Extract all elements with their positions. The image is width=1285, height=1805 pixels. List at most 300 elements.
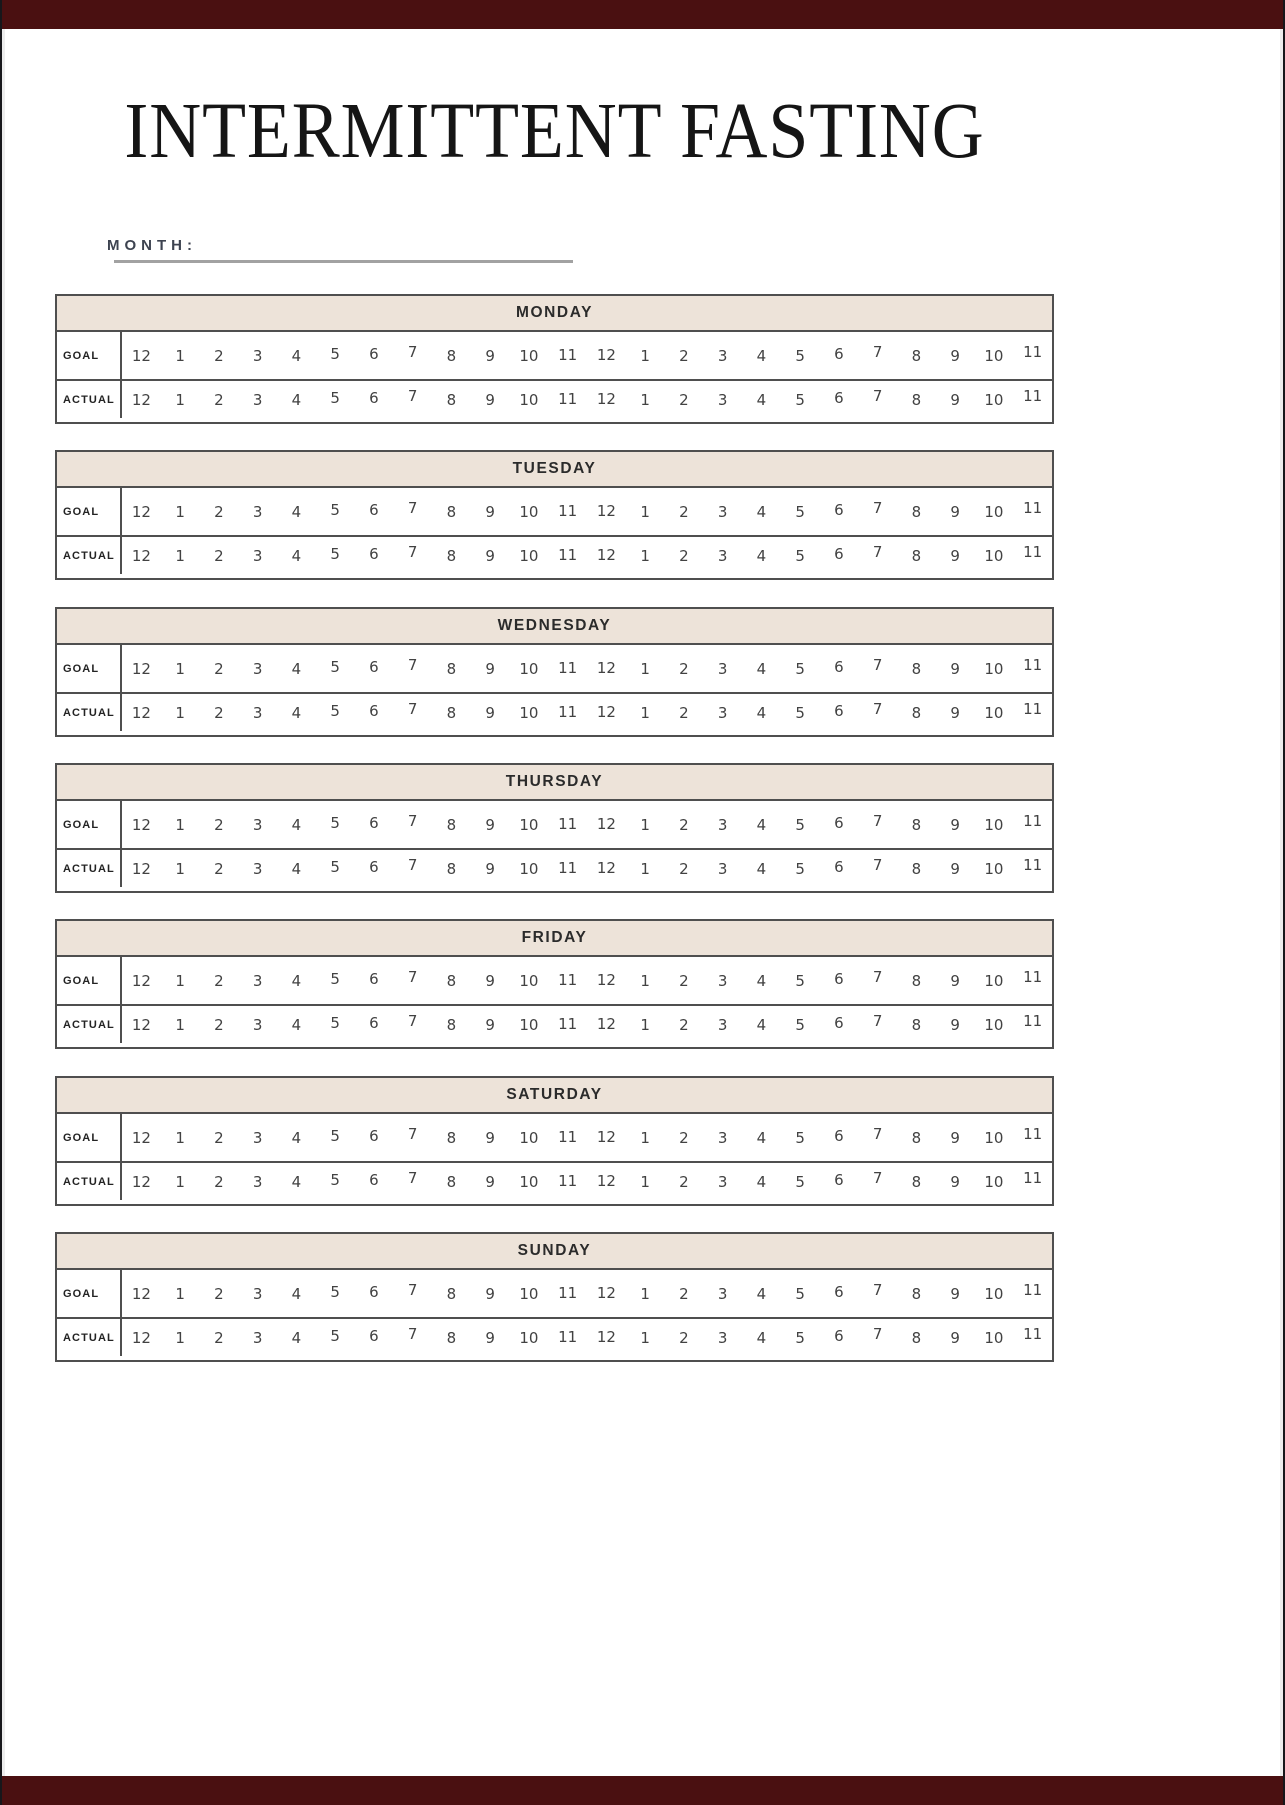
hour-cell: 9 xyxy=(950,815,960,834)
hours-strip xyxy=(122,1011,1052,1034)
hour-cell: 5 xyxy=(330,969,340,988)
hour-cell: 4 xyxy=(756,1128,767,1147)
hour-cell: 12 xyxy=(596,970,616,989)
hour-cell: 11 xyxy=(1023,967,1043,986)
hour-cell: 9 xyxy=(485,815,495,834)
hour-cell: 7 xyxy=(872,1280,883,1299)
hour-cell: 9 xyxy=(950,546,960,565)
hour-cell: 2 xyxy=(214,859,224,878)
hour-cell: 2 xyxy=(679,546,689,565)
hour-cell: 2 xyxy=(679,815,689,834)
hour-cell: 12 xyxy=(596,389,616,408)
hour-cell: 1 xyxy=(175,390,185,409)
hours-strip xyxy=(122,1324,1052,1347)
hour-cell: 11 xyxy=(1023,655,1043,674)
goal-row-label: GOAL xyxy=(63,1131,100,1144)
hour-cell: 3 xyxy=(252,346,263,365)
hour-cell: 12 xyxy=(596,1127,616,1146)
hour-cell: 10 xyxy=(519,859,539,878)
hour-cell: 10 xyxy=(519,971,539,990)
hour-cell: 3 xyxy=(717,1172,728,1191)
actual-row-label: ACTUAL xyxy=(63,1018,115,1031)
hour-cell: 9 xyxy=(485,1172,495,1191)
hour-cell: 2 xyxy=(214,546,224,565)
hour-cell: 3 xyxy=(252,546,263,565)
hour-cell: 10 xyxy=(519,815,539,834)
hour-cell: 3 xyxy=(252,502,263,521)
hour-cell: 6 xyxy=(369,1013,379,1032)
hour-cell: 4 xyxy=(756,859,767,878)
hour-cell: 12 xyxy=(596,345,616,364)
hour-cell: 6 xyxy=(834,1126,844,1145)
hour-cell: 1 xyxy=(175,1172,185,1191)
hour-cell: 8 xyxy=(446,859,457,878)
hour-cell: 9 xyxy=(950,703,960,722)
hours-strip xyxy=(122,342,1052,365)
hour-cell: 3 xyxy=(252,1015,263,1034)
hour-cell: 10 xyxy=(519,1284,539,1303)
hour-cell: 3 xyxy=(252,1128,263,1147)
hour-cell: 12 xyxy=(131,971,151,990)
hour-cell: 2 xyxy=(214,1172,224,1191)
hour-cell: 11 xyxy=(558,1014,578,1033)
hour-cell: 4 xyxy=(756,815,767,834)
hour-cell: 5 xyxy=(795,1015,805,1034)
hour-cell: 9 xyxy=(485,1015,495,1034)
hour-cell: 6 xyxy=(834,544,844,563)
bottom-accent-bar xyxy=(0,1776,1285,1805)
hour-cell: 12 xyxy=(596,1283,616,1302)
row-label-cell xyxy=(57,1163,122,1200)
actual-row xyxy=(57,537,1052,574)
hour-cell: 1 xyxy=(175,703,185,722)
hour-cell: 11 xyxy=(558,970,578,989)
hour-cell: 9 xyxy=(485,1284,495,1303)
day-table xyxy=(55,1232,1054,1362)
row-label-cell xyxy=(57,381,122,418)
hour-cell: 3 xyxy=(717,703,728,722)
hour-cell: 5 xyxy=(795,1328,805,1347)
hour-cell: 8 xyxy=(911,390,922,409)
hour-cell: 11 xyxy=(558,1171,578,1190)
hour-cell: 5 xyxy=(330,1282,340,1301)
hour-cell: 2 xyxy=(214,1015,224,1034)
hour-cell: 10 xyxy=(984,971,1004,990)
hour-cell: 2 xyxy=(679,390,689,409)
hour-cell: 11 xyxy=(1023,1324,1043,1343)
hour-cell: 9 xyxy=(485,1128,495,1147)
hour-cell: 5 xyxy=(795,815,805,834)
hour-cell: 9 xyxy=(485,703,495,722)
hour-cell: 12 xyxy=(131,390,151,409)
hour-cell: 9 xyxy=(950,859,960,878)
hour-cell: 12 xyxy=(596,658,616,677)
hour-cell: 2 xyxy=(679,1015,689,1034)
hour-cell: 6 xyxy=(834,344,844,363)
hour-cell: 2 xyxy=(214,971,224,990)
hour-cell: 12 xyxy=(131,859,151,878)
hour-cell: 4 xyxy=(291,859,302,878)
hour-cell: 4 xyxy=(756,346,767,365)
hour-cell: 9 xyxy=(950,390,960,409)
hour-cell: 7 xyxy=(407,1324,418,1343)
hour-cell: 11 xyxy=(558,702,578,721)
actual-row-label: ACTUAL xyxy=(63,393,115,406)
hour-cell: 6 xyxy=(834,1013,844,1032)
hour-cell: 9 xyxy=(950,971,960,990)
hour-cell: 7 xyxy=(872,386,883,405)
hour-cell: 4 xyxy=(756,1284,767,1303)
hour-cell: 9 xyxy=(950,1328,960,1347)
hour-cell: 10 xyxy=(984,859,1004,878)
goal-row-label: GOAL xyxy=(63,349,100,362)
hour-cell: 2 xyxy=(214,390,224,409)
row-label-cell xyxy=(57,1114,122,1161)
hour-cell: 2 xyxy=(679,346,689,365)
actual-row-label: ACTUAL xyxy=(63,549,115,562)
actual-row-label: ACTUAL xyxy=(63,1175,115,1188)
hour-cell: 2 xyxy=(214,502,224,521)
hour-cell: 7 xyxy=(872,342,883,361)
hour-cell: 7 xyxy=(407,1011,418,1030)
hour-cell: 9 xyxy=(485,659,495,678)
hour-cell: 3 xyxy=(717,1128,728,1147)
hour-cell: 11 xyxy=(1023,1280,1043,1299)
hour-cell: 10 xyxy=(519,390,539,409)
day-header xyxy=(57,921,1052,957)
hour-cell: 10 xyxy=(519,1015,539,1034)
hour-cell: 7 xyxy=(407,542,418,561)
hours-strip xyxy=(122,1280,1052,1303)
hour-cell: 5 xyxy=(795,390,805,409)
actual-row xyxy=(57,381,1052,418)
hour-cell: 4 xyxy=(291,1172,302,1191)
hour-cell: 4 xyxy=(291,1284,302,1303)
hour-cell: 11 xyxy=(1023,498,1043,517)
hour-cell: 10 xyxy=(984,815,1004,834)
hours-strip xyxy=(122,967,1052,990)
hour-cell: 10 xyxy=(984,1015,1004,1034)
hour-cell: 12 xyxy=(131,1284,151,1303)
hour-cell: 6 xyxy=(834,1282,844,1301)
hour-cell: 7 xyxy=(872,655,883,674)
hour-cell: 2 xyxy=(679,502,689,521)
hour-cell: 4 xyxy=(291,659,302,678)
hour-cell: 4 xyxy=(291,546,302,565)
hour-cell: 5 xyxy=(330,1170,340,1189)
hour-cell: 11 xyxy=(558,1327,578,1346)
hour-cell: 5 xyxy=(330,1126,340,1145)
hour-cell: 12 xyxy=(131,502,151,521)
hour-cell: 1 xyxy=(175,659,185,678)
goal-row xyxy=(57,332,1052,381)
hour-cell: 2 xyxy=(679,1172,689,1191)
hour-cell: 9 xyxy=(950,346,960,365)
hour-cell: 7 xyxy=(407,1280,418,1299)
hour-cell: 10 xyxy=(984,1284,1004,1303)
actual-row xyxy=(57,1163,1052,1200)
goal-row-label: GOAL xyxy=(63,1287,100,1300)
goal-row-label: GOAL xyxy=(63,662,100,675)
row-label-cell xyxy=(57,645,122,692)
hour-cell: 11 xyxy=(1023,811,1043,830)
hour-cell: 3 xyxy=(252,859,263,878)
hour-cell: 6 xyxy=(369,701,379,720)
hour-cell: 2 xyxy=(679,659,689,678)
hour-cell: 6 xyxy=(834,1326,844,1345)
hour-cell: 6 xyxy=(834,1170,844,1189)
hour-cell: 3 xyxy=(252,815,263,834)
hour-cell: 3 xyxy=(717,1015,728,1034)
row-label-cell xyxy=(57,850,122,887)
hour-cell: 8 xyxy=(911,859,922,878)
hour-cell: 1 xyxy=(175,1128,185,1147)
day-table xyxy=(55,763,1054,893)
day-header xyxy=(57,296,1052,332)
hour-cell: 5 xyxy=(795,502,805,521)
hour-cell: 1 xyxy=(640,546,650,565)
goal-row xyxy=(57,957,1052,1006)
hours-strip xyxy=(122,386,1052,409)
hour-cell: 2 xyxy=(679,971,689,990)
hours-strip xyxy=(122,655,1052,678)
hour-cell: 1 xyxy=(640,971,650,990)
hour-cell: 1 xyxy=(640,859,650,878)
hour-cell: 5 xyxy=(795,546,805,565)
hour-cell: 5 xyxy=(795,346,805,365)
hour-cell: 12 xyxy=(131,659,151,678)
hour-cell: 8 xyxy=(446,1284,457,1303)
hour-cell: 4 xyxy=(291,346,302,365)
hour-cell: 8 xyxy=(446,815,457,834)
hour-cell: 6 xyxy=(369,857,379,876)
hour-cell: 1 xyxy=(640,815,650,834)
hour-cell: 10 xyxy=(519,546,539,565)
hour-cell: 8 xyxy=(911,346,922,365)
goal-row xyxy=(57,801,1052,850)
hour-cell: 6 xyxy=(369,1170,379,1189)
hour-cell: 9 xyxy=(950,659,960,678)
hour-cell: 1 xyxy=(175,815,185,834)
hour-cell: 8 xyxy=(911,971,922,990)
hour-cell: 12 xyxy=(596,814,616,833)
hour-cell: 4 xyxy=(756,1328,767,1347)
hour-cell: 4 xyxy=(291,502,302,521)
hour-cell: 3 xyxy=(717,546,728,565)
hour-cell: 7 xyxy=(407,655,418,674)
hours-strip xyxy=(122,855,1052,878)
top-accent-bar xyxy=(0,0,1285,29)
hour-cell: 7 xyxy=(872,498,883,517)
hour-cell: 2 xyxy=(679,859,689,878)
hour-cell: 10 xyxy=(984,1328,1004,1347)
hour-cell: 9 xyxy=(485,971,495,990)
hour-cell: 5 xyxy=(330,1013,340,1032)
hour-cell: 8 xyxy=(446,390,457,409)
hour-cell: 4 xyxy=(291,971,302,990)
hour-cell: 5 xyxy=(330,344,340,363)
hour-cell: 3 xyxy=(252,390,263,409)
hour-cell: 10 xyxy=(519,703,539,722)
hour-cell: 10 xyxy=(519,346,539,365)
row-label-cell xyxy=(57,957,122,1004)
hour-cell: 11 xyxy=(558,814,578,833)
row-label-cell xyxy=(57,1319,122,1356)
hour-cell: 7 xyxy=(872,1124,883,1143)
hour-cell: 1 xyxy=(640,659,650,678)
hour-cell: 9 xyxy=(485,546,495,565)
day-table xyxy=(55,294,1054,424)
hour-cell: 4 xyxy=(291,815,302,834)
hour-cell: 11 xyxy=(558,345,578,364)
hour-cell: 6 xyxy=(369,1282,379,1301)
hour-cell: 10 xyxy=(519,1328,539,1347)
day-table xyxy=(55,1076,1054,1206)
hour-cell: 5 xyxy=(330,657,340,676)
hour-cell: 6 xyxy=(369,813,379,832)
hour-cell: 5 xyxy=(330,701,340,720)
hour-cell: 7 xyxy=(407,1124,418,1143)
hour-cell: 11 xyxy=(558,501,578,520)
hour-cell: 10 xyxy=(519,502,539,521)
hour-cell: 3 xyxy=(717,502,728,521)
hour-cell: 11 xyxy=(558,1283,578,1302)
hour-cell: 10 xyxy=(984,546,1004,565)
hour-cell: 3 xyxy=(717,859,728,878)
hour-cell: 8 xyxy=(446,1328,457,1347)
hour-cell: 4 xyxy=(756,502,767,521)
goal-row xyxy=(57,1114,1052,1163)
hour-cell: 9 xyxy=(950,502,960,521)
hour-cell: 10 xyxy=(519,1172,539,1191)
actual-row xyxy=(57,1319,1052,1356)
hour-cell: 3 xyxy=(252,1172,263,1191)
hour-cell: 3 xyxy=(717,659,728,678)
hour-cell: 12 xyxy=(131,1328,151,1347)
row-label-cell xyxy=(57,537,122,574)
hour-cell: 2 xyxy=(679,1328,689,1347)
hour-cell: 9 xyxy=(950,1284,960,1303)
actual-row-label: ACTUAL xyxy=(63,706,115,719)
hour-cell: 12 xyxy=(131,703,151,722)
hour-cell: 1 xyxy=(640,1172,650,1191)
hour-cell: 6 xyxy=(834,813,844,832)
goal-row xyxy=(57,645,1052,694)
day-name: TUESDAY xyxy=(512,460,597,477)
hour-cell: 9 xyxy=(950,1172,960,1191)
hour-cell: 10 xyxy=(984,1172,1004,1191)
hour-cell: 12 xyxy=(596,1014,616,1033)
hour-cell: 7 xyxy=(407,386,418,405)
goal-row-label: GOAL xyxy=(63,505,100,518)
hour-cell: 10 xyxy=(984,659,1004,678)
hour-cell: 4 xyxy=(291,1128,302,1147)
hour-cell: 7 xyxy=(407,699,418,718)
hour-cell: 8 xyxy=(911,703,922,722)
hour-cell: 6 xyxy=(369,544,379,563)
hour-cell: 8 xyxy=(911,815,922,834)
hour-cell: 6 xyxy=(834,969,844,988)
hour-cell: 11 xyxy=(1023,386,1043,405)
row-label-cell xyxy=(57,1270,122,1317)
hour-cell: 11 xyxy=(558,858,578,877)
hour-cell: 1 xyxy=(640,1015,650,1034)
hour-cell: 3 xyxy=(717,1284,728,1303)
hour-cell: 7 xyxy=(872,967,883,986)
left-edge-highlight xyxy=(2,0,5,1805)
hour-cell: 8 xyxy=(911,1328,922,1347)
hours-strip xyxy=(122,542,1052,565)
hour-cell: 7 xyxy=(407,855,418,874)
hour-cell: 3 xyxy=(252,703,263,722)
hour-cell: 12 xyxy=(131,546,151,565)
hour-cell: 1 xyxy=(640,1284,650,1303)
hour-cell: 11 xyxy=(1023,542,1043,561)
hour-cell: 8 xyxy=(911,1284,922,1303)
hour-cell: 4 xyxy=(756,1172,767,1191)
hour-cell: 7 xyxy=(872,811,883,830)
hour-cell: 5 xyxy=(330,544,340,563)
hours-strip xyxy=(122,699,1052,722)
hour-cell: 2 xyxy=(214,1128,224,1147)
hour-cell: 12 xyxy=(596,858,616,877)
hour-cell: 10 xyxy=(519,659,539,678)
goal-row xyxy=(57,1270,1052,1319)
hour-cell: 8 xyxy=(911,546,922,565)
hour-cell: 12 xyxy=(131,815,151,834)
left-edge xyxy=(0,0,2,1805)
hour-cell: 8 xyxy=(911,659,922,678)
hour-cell: 2 xyxy=(214,1328,224,1347)
hour-cell: 2 xyxy=(679,1284,689,1303)
actual-row xyxy=(57,1006,1052,1043)
hour-cell: 9 xyxy=(485,346,495,365)
hour-cell: 1 xyxy=(175,546,185,565)
hour-cell: 2 xyxy=(214,1284,224,1303)
day-header xyxy=(57,1078,1052,1114)
hour-cell: 3 xyxy=(252,659,263,678)
hour-cell: 8 xyxy=(911,502,922,521)
hour-cell: 10 xyxy=(984,703,1004,722)
hour-cell: 11 xyxy=(1023,1124,1043,1143)
hour-cell: 7 xyxy=(407,967,418,986)
hours-strip xyxy=(122,811,1052,834)
hour-cell: 3 xyxy=(717,1328,728,1347)
hour-cell: 5 xyxy=(795,971,805,990)
hour-cell: 8 xyxy=(446,1015,457,1034)
day-table xyxy=(55,450,1054,580)
hour-cell: 9 xyxy=(950,1015,960,1034)
hour-cell: 6 xyxy=(369,969,379,988)
hour-cell: 12 xyxy=(131,1015,151,1034)
hour-cell: 4 xyxy=(291,1015,302,1034)
hour-cell: 9 xyxy=(485,502,495,521)
hour-cell: 5 xyxy=(795,1284,805,1303)
hour-cell: 1 xyxy=(640,390,650,409)
hour-cell: 8 xyxy=(446,502,457,521)
hour-cell: 8 xyxy=(911,1128,922,1147)
hour-cell: 12 xyxy=(596,702,616,721)
hour-cell: 6 xyxy=(369,657,379,676)
day-name: MONDAY xyxy=(515,304,594,321)
hour-cell: 6 xyxy=(369,1126,379,1145)
day-name: SATURDAY xyxy=(506,1086,603,1103)
hour-cell: 4 xyxy=(756,1015,767,1034)
day-name: THURSDAY xyxy=(505,773,604,790)
day-table xyxy=(55,919,1054,1049)
actual-row-label: ACTUAL xyxy=(63,1331,115,1344)
hour-cell: 7 xyxy=(407,342,418,361)
